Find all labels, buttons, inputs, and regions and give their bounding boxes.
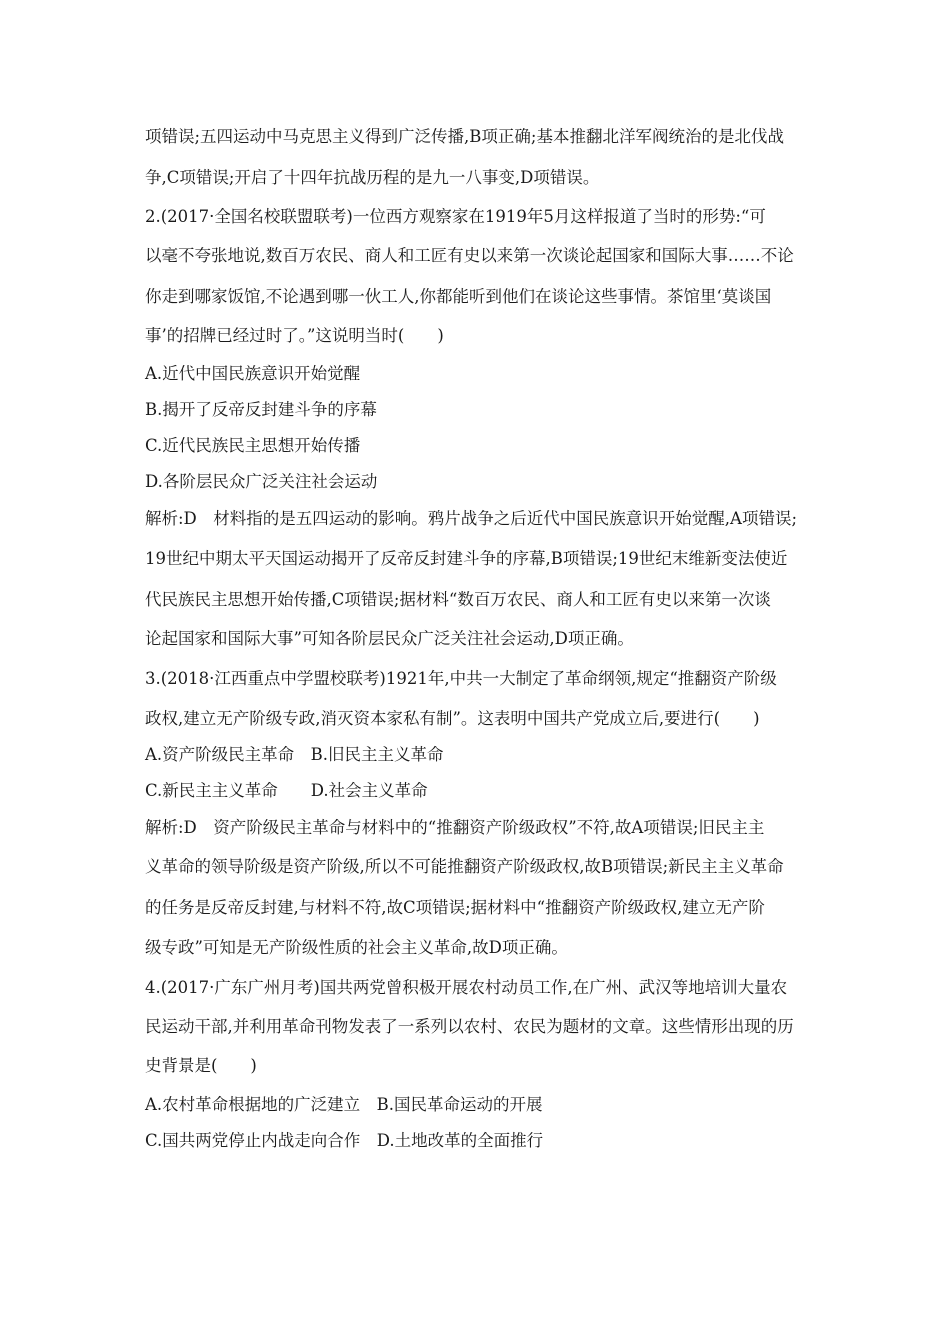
option-b: B.揭开了反帝反封建斗争的序幕 [145, 400, 377, 419]
text-line: 项错误;五四运动中马克思主义得到广泛传播,B项正确;基本推翻北洋军阀统治的是北伐战 [145, 127, 784, 146]
option-c: C.近代民族民主思想开始传播 [145, 436, 361, 455]
question-3-stem: 3.(2018·江西重点中学盟校联考)1921年,中共一大制定了革命纲领,规定“推翻资产阶级 [145, 669, 777, 688]
text-line: 以毫不夸张地说,数百万农民、商人和工匠有史以来第一次谈论起国家和国际大事……不论 [145, 246, 794, 265]
question-4-stem: 4.(2017·广东广州月考)国共两党曾积极开展农村动员工作,在广州、武汉等地培训大量农 [145, 978, 788, 997]
text-line: 政权,建立无产阶级专政,消灭资本家私有制”。这表明中国共产党成立后,要进行( ) [145, 709, 760, 728]
question-2-stem: 2.(2017·全国名校联盟联考)一位西方观察家在1919年5月这样报道了当时的形势:“可 [145, 207, 766, 226]
solution-3: 解析:D 资产阶级民主革命与材料中的“推翻资产阶级政权”不符,故A项错误;旧民主主 [145, 818, 765, 837]
text-line: 民运动干部,并利用革命刊物发表了一系列以农村、农民为题材的文章。这些情形出现的历 [145, 1017, 794, 1036]
options-ab: A.农村革命根据地的广泛建立 B.国民革命运动的开展 [145, 1095, 543, 1114]
option-a: A.近代中国民族意识开始觉醒 [145, 364, 361, 383]
options-cd: C.国共两党停止内战走向合作 D.土地改革的全面推行 [145, 1131, 544, 1150]
options-ab: A.资产阶级民主革命 B.旧民主主义革命 [145, 745, 444, 764]
text-line: 的任务是反帝反封建,与材料不符,故C项错误;据材料中“推翻资产阶级政权,建立无产阶 [145, 898, 765, 917]
option-d: D.各阶层民众广泛关注社会运动 [145, 472, 378, 491]
text-line: 史背景是( ) [145, 1056, 257, 1075]
text-line: 论起国家和国际大事”可知各阶层民众广泛关注社会运动,D项正确。 [145, 629, 634, 648]
text-line: 19世纪中期太平天国运动揭开了反帝反封建斗争的序幕,B项错误;19世纪末维新变法使近 [145, 549, 788, 568]
text-line: 争,C项错误;开启了十四年抗战历程的是九一八事变,D项错误。 [145, 168, 600, 187]
text-line: 义革命的领导阶级是资产阶级,所以不可能推翻资产阶级政权,故B项错误;新民主主义革命 [145, 857, 784, 876]
options-cd: C.新民主主义革命 D.社会主义革命 [145, 781, 428, 800]
text-line: 事’的招牌已经过时了。”这说明当时( ) [145, 326, 444, 345]
text-line: 级专政”可知是无产阶级性质的社会主义革命,故D项正确。 [145, 938, 568, 957]
text-line: 你走到哪家饭馆,不论遇到哪一伙工人,你都能听到他们在谈论这些事情。茶馆里‘莫谈国 [145, 287, 772, 306]
solution-2: 解析:D 材料指的是五四运动的影响。鸦片战争之后近代中国民族意识开始觉醒,A项错误; [145, 509, 798, 528]
text-line: 代民族民主思想开始传播,C项错误;据材料“数百万农民、商人和工匠有史以来第一次谈 [145, 590, 771, 609]
